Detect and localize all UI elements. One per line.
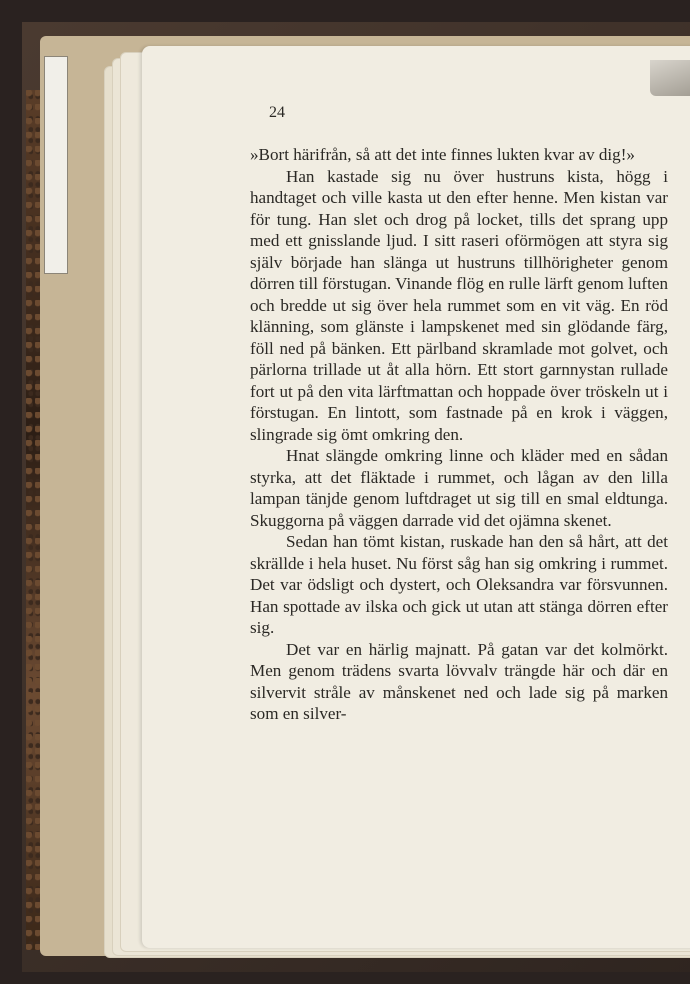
paragraph: »Bort härifrån, så att det inte finnes lukten kvar av dig!» xyxy=(250,145,635,164)
paragraph: Det var en härlig majnatt. På gatan var det kolmörkt. Men genom trädens svarta lövvalv trängde här och där en silvervit stråle av månskenet ned och lade sig på marken som en silver- xyxy=(250,639,668,723)
page-body xyxy=(250,144,668,725)
bookmark-strip xyxy=(44,56,68,274)
page-corner-shadow xyxy=(650,60,690,96)
paragraph: Sedan han tömt kistan, ruskade han den så hårt, att det skrällde i hela huset. Nu först såg han sig omkring i rummet. Det var ödsligt och dystert, och Oleksandra var försvunnen. Han spottade av ilska och gick ut utan att stänga dörren efter sig. xyxy=(250,532,668,637)
paragraph: Hnat slängde omkring linne och kläder med en sådan styrka, att det fläktade i rummet, och lågan av den lilla lampan tänjde genom luftdraget ut sig till en smal eldtunga. Skuggorna på väggen darrade vid det ojämna skenet. xyxy=(250,446,668,530)
page-number: 24 xyxy=(269,104,285,121)
paragraph: Han kastade sig nu över hustruns kista, högg i handtaget och ville kasta ut den efter henne. Men kistan var för tung. Han slet och drog på locket, tills det sprang upp med ett gnisslande ljud. I sitt raseri oförmögen att styra sig själv började han slänga ut hustruns tillhörigheter genom dörren till förstugan. Vinande flög en rulle lärft genom luften och bredde ut sig över hela rummet som en vit väg. En röd klänning, som glänste i lampskenet med sin glödande färg, föll ned på bänken. Ett pärlband skramlade mot golvet, och pärlorna trillade ut åt alla hörn. Ett stort garnnystan rullade fort ut på den vita lärftmattan och hoppade över tröskeln ut i förstugan. En lintott, som fastnade på en krok i väggen, slingrade sig ömt omkring den. xyxy=(250,166,668,444)
